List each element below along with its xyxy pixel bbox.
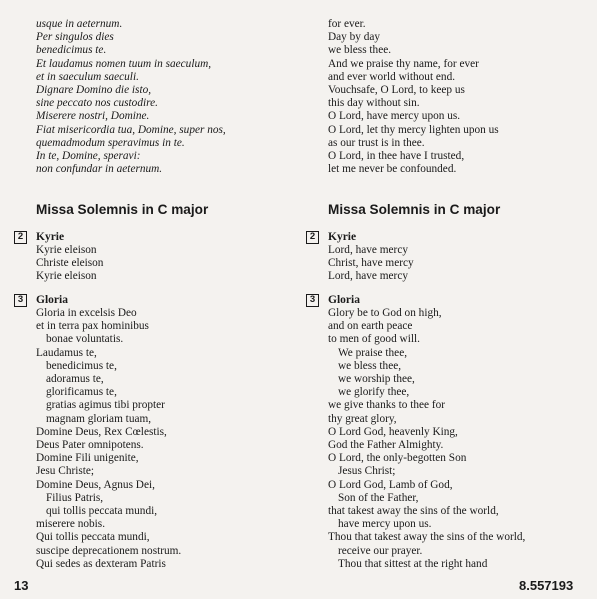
text-line: O Lord, the only-begotten Son — [328, 452, 467, 465]
text-line: quemadmodum speravimus in te. — [36, 136, 185, 149]
text-line: Lord, have mercy — [328, 270, 408, 283]
text-line: as our trust is in thee. — [328, 136, 425, 149]
track-number-badge: 3 — [306, 294, 319, 307]
english-kyrie-section — [309, 230, 578, 284]
text-line: Gloria in excelsis Deo — [36, 307, 137, 319]
track-number-badge: 3 — [14, 294, 27, 307]
text-line: we worship thee, — [338, 373, 415, 386]
text-line: magnam gloriam tuam, — [46, 412, 152, 425]
text-line: adoramus te, — [46, 373, 104, 386]
text-line: and on earth peace — [328, 320, 413, 333]
text-line: Domine Fili unigenite, — [36, 452, 139, 465]
catalog-number: 8.557193 — [519, 578, 574, 593]
text-line: Deus Pater omnipotens. — [36, 439, 144, 452]
text-line: have mercy upon us. — [338, 518, 432, 531]
page-number: 13 — [14, 578, 29, 593]
text-line: we give thanks to thee for — [328, 399, 446, 412]
text-line: Laudamus te, — [36, 346, 97, 359]
text-line: that takest away the sins of the world, — [328, 505, 499, 518]
text-line: In te, Domine, speravi: — [36, 150, 141, 163]
text-line: Filius Patris, — [46, 491, 104, 504]
text-line: O Lord, in thee have I trusted, — [328, 150, 465, 163]
text-line: Vouchsafe, O Lord, to keep us — [328, 84, 465, 97]
english-mass-heading: Missa Solemnis in C major — [328, 202, 501, 217]
text-line: O Lord God, Lamb of God, — [328, 478, 453, 491]
text-line: O Lord God, heavenly King, — [328, 425, 458, 438]
text-line: Domine Deus, Rex Cœlestis, — [36, 425, 167, 438]
text-line: And we praise thy name, for ever — [328, 57, 479, 70]
latin-intro-text — [36, 18, 291, 176]
text-line: Glory be to God on high, — [328, 307, 442, 319]
text-line: Son of the Father, — [338, 491, 419, 504]
text-line: Dignare Domino die isto, — [36, 84, 152, 97]
text-line: to men of good will. — [328, 333, 420, 346]
text-line: et in terra pax hominibus — [36, 320, 149, 333]
text-line: Thou that sittest at the right hand — [338, 557, 488, 570]
text-line: miserere nobis. — [36, 518, 106, 531]
text-line: God the Father Almighty. — [328, 439, 444, 452]
english-gloria-section — [309, 293, 578, 571]
text-line: Per singulos dies — [36, 31, 114, 44]
text-line: usque in aeternum. — [36, 18, 123, 30]
latin-text-column — [36, 18, 291, 176]
text-line: Miserere nostri, Domine. — [36, 110, 150, 123]
text-line: Qui sedes as dexteram Patris — [36, 557, 166, 570]
latin-mass-heading: Missa Solemnis in C major — [36, 202, 209, 217]
text-line: We praise thee, — [338, 346, 408, 359]
text-line: O Lord, have mercy upon us. — [328, 110, 461, 123]
text-line: Lord, have mercy — [328, 244, 408, 256]
text-line: Christ, have mercy — [328, 257, 414, 270]
text-line: this day without sin. — [328, 97, 420, 110]
text-line: Christe eleison — [36, 257, 104, 270]
text-line: suscipe deprecationem nostrum. — [36, 544, 182, 557]
text-line: and ever world without end. — [328, 70, 456, 83]
track-number-badge: 2 — [306, 231, 319, 244]
text-line: qui tollis peccata mundi, — [46, 505, 158, 518]
text-line: Qui tollis peccata mundi, — [36, 531, 150, 544]
text-line: Jesus Christ; — [338, 465, 396, 478]
text-line: benedicimus te. — [36, 44, 107, 57]
text-line: O Lord, let thy mercy lighten upon us — [328, 123, 499, 136]
latin-gloria-section — [17, 293, 182, 571]
text-line: bonae voluntatis. — [46, 333, 124, 346]
track-number-badge: 2 — [14, 231, 27, 244]
text-line: we bless thee. — [328, 44, 392, 57]
text-line: we bless thee, — [338, 359, 402, 372]
gloria-title: Gloria — [36, 294, 68, 306]
text-line: we glorify thee, — [338, 386, 410, 399]
text-line: for ever. — [328, 18, 366, 30]
text-line: Day by day — [328, 31, 381, 44]
text-line: Thou that takest away the sins of the world, — [328, 531, 526, 544]
english-intro-text — [328, 18, 578, 176]
text-line: Domine Deus, Agnus Dei, — [36, 478, 155, 491]
text-line: Kyrie eleison — [36, 270, 97, 283]
text-line: gratias agimus tibi propter — [46, 399, 165, 412]
text-line: thy great glory, — [328, 412, 397, 425]
text-line: benedicimus te, — [46, 359, 117, 372]
english-text-column — [328, 18, 578, 176]
text-line: Kyrie eleison — [36, 244, 97, 256]
text-line: let me never be confounded. — [328, 163, 457, 176]
latin-kyrie-section — [17, 230, 104, 284]
text-line: non confundar in aeternum. — [36, 163, 163, 176]
text-line: et in saeculum saeculi. — [36, 70, 139, 83]
text-line: glorificamus te, — [46, 386, 117, 399]
text-line: Jesu Christe; — [36, 465, 95, 478]
kyrie-title: Kyrie — [36, 231, 65, 243]
gloria-title: Gloria — [328, 294, 360, 306]
kyrie-title: Kyrie — [328, 231, 357, 243]
text-line: Fiat misericordia tua, Domine, super nos, — [36, 123, 226, 136]
text-line: sine peccato nos custodire. — [36, 97, 158, 110]
text-line: receive our prayer. — [338, 544, 423, 557]
text-line: Et laudamus nomen tuum in saeculum, — [36, 57, 212, 70]
